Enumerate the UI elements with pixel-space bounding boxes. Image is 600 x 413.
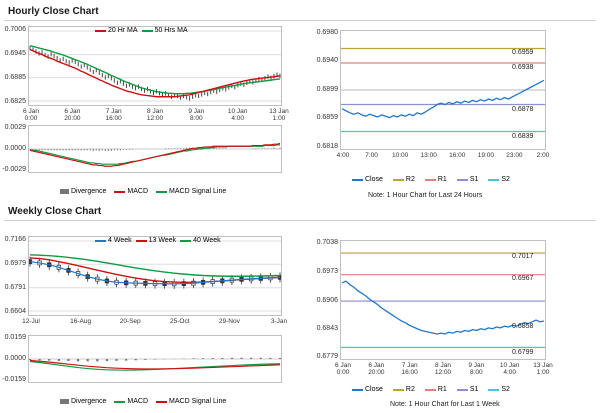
hourly-pivot-legend [352,176,510,183]
legend-label: MACD [127,398,149,405]
pivot-value-label: 0.7017 [512,253,534,261]
legend-swatch [457,179,468,181]
legend-label: R1 [437,176,447,183]
legend-swatch [142,30,153,32]
legend-item [95,27,138,34]
x-tick-label: 6 Jan 0:00 [335,362,351,376]
weekly-macd-legend [60,398,226,405]
y-tick-label: 0.7166 [4,236,26,243]
legend-label: Divergence [71,188,107,195]
legend-item [60,398,106,405]
legend-label: Close [365,386,383,393]
y-tick-label: 0.6818 [316,143,338,150]
pivot-value-label: 0.6878 [512,105,534,113]
legend-label: 20 Hr MA [108,27,138,34]
x-tick-label: 8 Jan 12:00 [146,108,164,122]
legend-swatch [488,179,499,181]
x-tick-label: 25-Oct [170,318,190,325]
legend-label: S1 [469,386,479,393]
weekly-divider [4,220,596,221]
legend-item [425,176,447,183]
legend-swatch [457,389,468,391]
legend-item [114,188,148,195]
legend-swatch [393,179,404,181]
y-tick-label: 0.6843 [316,324,338,332]
x-tick-label: 7:00 [365,152,378,159]
y-tick-label: 0.7006 [4,26,26,33]
y-tick-label: 0.7038 [316,239,338,246]
x-tick-label: 16:00 [449,152,466,159]
pivot-value-label: 0.6799 [512,349,534,357]
y-tick-label: -0.0029 [2,166,26,173]
y-tick-label: 0.6979 [4,259,26,267]
legend-label: MACD Signal Line [169,398,227,405]
legend-swatch [156,401,167,403]
x-tick-label: 19:00 [477,152,494,159]
hourly-section-title: Hourly Close Chart [8,6,99,17]
legend-item [393,386,415,393]
x-tick-label: 7 Jan 16:00 [105,108,122,122]
legend-swatch [136,240,147,242]
pivot-value-label: 0.6967 [512,275,534,283]
legend-swatch [114,401,125,403]
x-tick-label: 10:00 [392,152,409,159]
legend-item [457,176,479,183]
x-tick-label: 8 Jan 12:00 [434,362,452,376]
x-tick-label: 2:00 [536,152,550,159]
legend-item [488,176,510,183]
x-tick-label: 9 Jan 8:00 [468,362,485,376]
hourly-macd-chart [28,125,282,173]
legend-label: R2 [405,176,415,183]
y-tick-label: 0.0159 [4,334,26,341]
legend-item [95,237,132,244]
legend-swatch [488,389,499,391]
x-tick-label: 13:00 [420,152,437,159]
x-tick-label: 6 Jan 20:00 [64,108,81,122]
hourly-macd-legend [60,188,226,195]
y-tick-label: 0.6980 [316,29,338,36]
legend-swatch [95,240,106,242]
y-tick-label: -0.0159 [2,376,26,383]
legend-swatch [60,189,69,194]
legend-swatch [425,389,436,391]
hourly-price-chart [28,26,282,106]
weekly-macd-chart [28,335,282,383]
legend-item [352,386,383,393]
y-tick-label: 0.6899 [316,86,338,93]
pivot-value-label: 0.6839 [512,133,534,141]
x-tick-label: 10 Jan 4:00 [227,108,248,122]
hourly-divider [4,20,596,21]
x-tick-label: 10 Jan 4:00 [499,362,520,376]
legend-label: MACD Signal Line [169,188,227,195]
y-tick-label: 0.0000 [4,145,26,152]
pivot-value-label: 0.6858 [512,323,534,331]
legend-label: R2 [405,386,415,393]
y-tick-label: 0.6859 [316,114,338,122]
y-tick-label: 0.6940 [316,57,338,65]
weekly-pivot-legend [352,386,510,393]
legend-label: 4 Week [108,237,132,244]
weekly-section-title: Weekly Close Chart [8,206,102,217]
legend-item [180,237,221,244]
legend-item [352,176,383,183]
legend-swatch [393,389,404,391]
weekly-price-chart [28,236,282,316]
y-tick-label: 0.6945 [4,50,26,58]
legend-label: Divergence [71,398,107,405]
legend-label: Close [365,176,383,183]
legend-item [488,386,510,393]
legend-label: 40 Week [193,237,221,244]
legend-label: MACD [127,188,149,195]
legend-item [60,188,106,195]
x-tick-label: 16-Aug [70,318,92,325]
legend-label: 50 Hrs MA [154,27,188,34]
y-tick-label: 0.0029 [4,124,26,131]
legend-swatch [114,191,125,193]
x-tick-label: 13 Jan 1:00 [533,362,553,376]
y-tick-label: 0.6825 [4,98,26,105]
legend-swatch [425,179,436,181]
pivot-value-label: 0.6938 [512,63,534,71]
pivot-value-label: 0.6959 [512,48,534,56]
x-tick-label: 13 Jan 1:00 [269,108,289,122]
legend-item [457,386,479,393]
legend-swatch [156,191,167,193]
y-tick-label: 0.6906 [316,297,338,305]
x-tick-label: 20-Sep [119,318,141,325]
hourly-price-legend [95,27,188,34]
legend-swatch [60,399,69,404]
x-tick-label: 3-Jan [270,318,288,325]
x-tick-label: 12-Jul [22,318,40,325]
legend-label: S2 [501,176,510,183]
x-tick-label: 7 Jan 16:00 [401,362,418,376]
y-tick-label: 0.6885 [4,74,26,82]
x-tick-label: 4:00 [336,152,350,159]
x-tick-label: 29-Nov [218,318,240,325]
legend-swatch [180,240,191,242]
legend-swatch [352,389,363,391]
y-tick-label: 0.6791 [4,284,26,292]
x-tick-label: 6 Jan 20:00 [368,362,385,376]
legend-label: 13 Week [148,237,177,244]
legend-item [136,237,177,244]
x-tick-label: 9 Jan 8:00 [188,108,205,122]
legend-item [114,398,148,405]
x-tick-label: 23:00 [506,152,523,159]
weekly-price-legend [95,237,221,244]
legend-item [156,398,226,405]
legend-label: S2 [501,386,510,393]
y-tick-label: 0.6604 [4,308,26,315]
legend-swatch [352,179,363,181]
legend-item [156,188,226,195]
y-tick-label: 0.0000 [4,355,26,362]
x-tick-label: 6 Jan 0:00 [23,108,39,122]
legend-swatch [95,30,106,32]
y-tick-label: 0.6779 [316,353,338,360]
legend-label: S1 [469,176,479,183]
weekly-note: Note: 1 Hour Chart for Last 1 Week [390,401,500,408]
hourly-note: Note: 1 Hour Chart for Last 24 Hours [368,192,483,199]
legend-item [393,176,415,183]
y-tick-label: 0.6973 [316,267,338,275]
legend-item [425,386,447,393]
legend-item [142,27,188,34]
legend-label: R1 [437,386,447,393]
